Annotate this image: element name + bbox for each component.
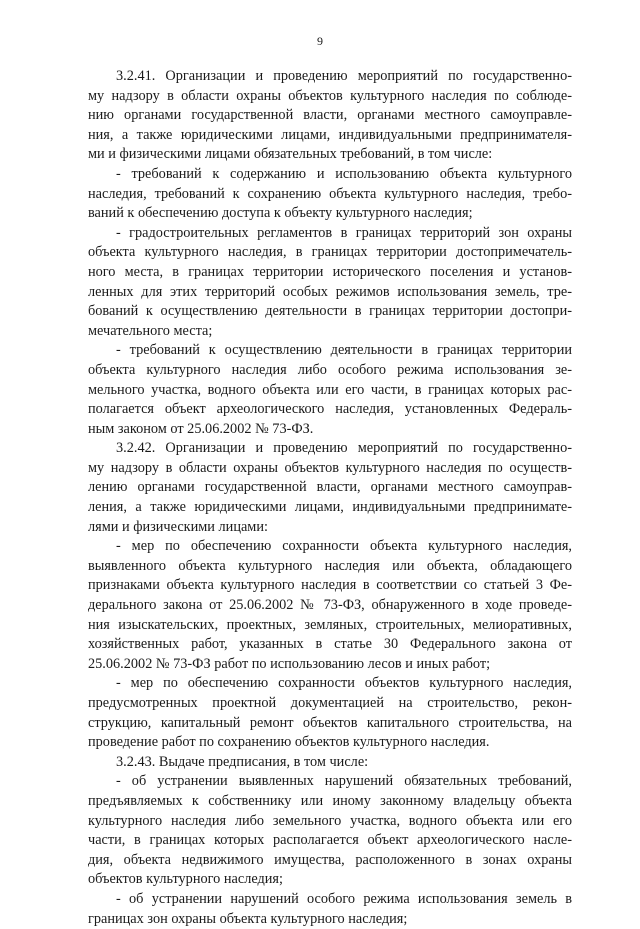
text-line: - требований к осуществлению деятельности в границах территории [116,342,572,359]
text-line: - мер по обеспечению сохранности объекта культурного наследия, [116,538,572,555]
text-line: струкцию, капитальный ремонт объектов капитального строительства, на [88,714,572,731]
text-line: ного места, в границах территории исторического поселения и установ- [88,263,572,280]
text-line: ным законом от 25.06.2002 № 73-ФЗ. [88,420,314,437]
text-line: - об устранении нарушений особого режима использования земель в [116,890,572,907]
text-line: - мер по обеспечению сохранности объектов культурного наследия, [116,675,572,692]
text-line: объекта культурного наследия либо особого режима использования зе- [88,361,572,378]
text-line: лению органами государственной власти, органами местного самоуправ- [88,479,572,496]
text-line: дия, объекта недвижимого имущества, расположенного в зонах охраны [88,851,572,868]
text-line: ленных для этих территорий особых режимов использования земель, тре- [88,283,572,300]
text-line: ления, а также юридическими лицами, индивидуальными предпринимате- [88,499,572,516]
text-line: культурного наследия либо земельного участка, водного объекта или его [88,812,572,829]
text-line: полагается объект археологического наследия, установленных Федераль- [88,401,572,418]
text-line: дерального закона от 25.06.2002 № 73-ФЗ, обнаруженного в ходе проведе- [88,597,572,614]
text-line: объекта культурного наследия, в границах территории достопримечатель- [88,244,572,261]
text-line: 3.2.41. Организации и проведению мероприятий по государственно- [116,68,572,84]
page-number: 9 [317,34,323,48]
text-line: проведение работ по сохранению объектов культурного наследия. [88,734,490,751]
text-line: предъявляемых к собственнику или иному законному владельцу объекта [88,792,572,809]
text-line: 3.2.43. Выдаче предписания, в том числе: [116,753,369,770]
text-line: ми и физическими лицами обязательных требований, в том числе: [88,146,493,163]
text-line: наследия, требований к сохранению объекта культурного наследия, требо- [88,185,572,202]
text-line: - градостроительных регламентов в границах территорий зон охраны [116,224,572,241]
text-line: мечательного места; [88,322,213,339]
text-line: - требований к содержанию и использованию объекта культурного [116,165,572,182]
text-line: 25.06.2002 № 73-ФЗ работ по использованию лесов и иных работ; [88,655,491,672]
text-line: границах зон охраны объекта культурного наследия; [88,910,408,927]
text-line: объектов культурного наследия; [88,871,283,888]
text-line: мельного участка, водного объекта или его части, в границах которых рас- [88,381,572,398]
text-line: лями и физическими лицами: [88,518,268,535]
text-line: признаками объекта культурного наследия в соответствии со статьей 3 Фе- [88,577,572,594]
text-line: предусмотренных проектной документацией на строительство, рекон- [88,695,572,711]
text-line: бований к осуществлению деятельности в границах территории достопри- [88,303,572,320]
text-line: ния изыскательских, проектных, земляных, строительных, мелиоративных, [88,616,572,633]
text-line: части, в границах которых располагается объект археологического насле- [88,832,572,849]
text-line: му надзору в области охраны объектов культурного наследия по соблюде- [88,87,572,104]
text-line: 3.2.42. Организации и проведению мероприятий по государственно- [116,440,572,457]
text-line: - об устранении выявленных нарушений обязательных требований, [116,773,572,790]
text-line: му надзору в области охраны объектов культурного наследия по осуществ- [88,459,572,476]
text-line: ния, а также юридическими лицами, индивидуальными предпринимателя- [88,126,572,143]
text-line: нию органами государственной власти, органами местного самоуправле- [88,107,572,124]
text-line: выявленного объекта культурного наследия или объекта, обладающего [88,557,572,574]
body-text [88,67,572,929]
text-line: ваний к обеспечению доступа к объекту культурного наследия; [88,205,473,222]
text-line: хозяйственных работ, указанных в статье 30 Федерального закона от [88,636,572,653]
